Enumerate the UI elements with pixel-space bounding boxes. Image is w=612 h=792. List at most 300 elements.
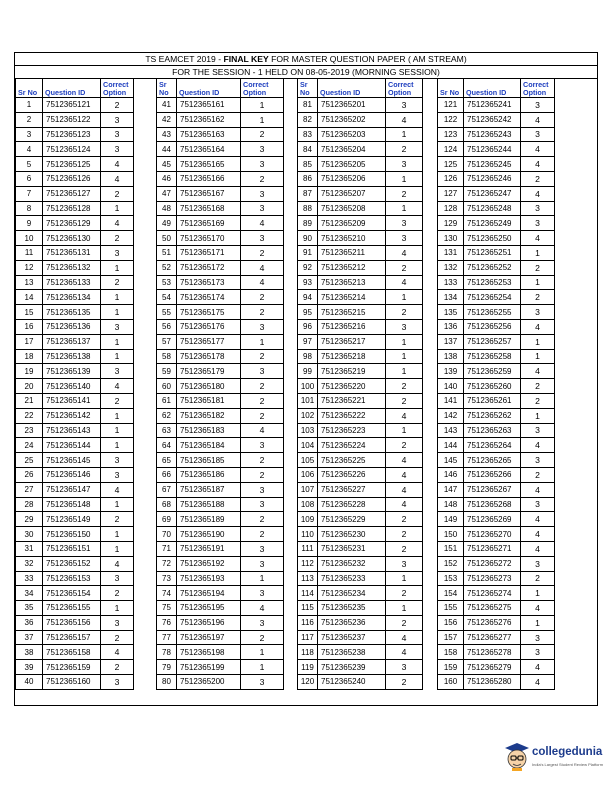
correct-option-cell: 1 — [241, 660, 284, 675]
col-correct-option: Correct Option — [241, 79, 284, 98]
table-row — [298, 216, 423, 231]
sr-no-cell: 155 — [438, 601, 464, 616]
table-row — [298, 482, 423, 497]
correct-option-cell: 1 — [101, 260, 134, 275]
correct-option-cell: 3 — [101, 615, 134, 630]
question-id-cell: 7512365201 — [318, 98, 386, 113]
table-row — [157, 660, 284, 675]
correct-option-cell: 2 — [241, 349, 284, 364]
correct-option-cell: 1 — [101, 601, 134, 616]
sr-no-cell: 25 — [16, 453, 43, 468]
sr-no-cell: 46 — [157, 171, 177, 186]
table-row — [157, 290, 284, 305]
correct-option-cell: 4 — [521, 142, 555, 157]
question-id-cell: 7512365211 — [318, 245, 386, 260]
question-id-cell: 7512365194 — [177, 586, 241, 601]
table-row — [157, 675, 284, 690]
table-row — [16, 467, 134, 482]
sr-no-cell: 132 — [438, 260, 464, 275]
sr-no-cell: 156 — [438, 615, 464, 630]
question-id-cell: 7512365198 — [177, 645, 241, 660]
table-row — [16, 112, 134, 127]
table-row — [16, 527, 134, 542]
correct-option-cell: 4 — [101, 379, 134, 394]
table-row — [157, 260, 284, 275]
table-row — [438, 527, 555, 542]
sr-no-cell: 57 — [157, 334, 177, 349]
correct-option-cell: 4 — [521, 319, 555, 334]
question-id-cell: 7512365252 — [464, 260, 521, 275]
sr-no-cell: 109 — [298, 512, 318, 527]
sr-no-cell: 151 — [438, 541, 464, 556]
question-id-cell: 7512365123 — [43, 127, 101, 142]
table-row — [438, 556, 555, 571]
question-id-cell: 7512365249 — [464, 216, 521, 231]
correct-option-cell: 3 — [386, 157, 423, 172]
table-row — [157, 231, 284, 246]
question-id-cell: 7512365223 — [318, 423, 386, 438]
sr-no-cell: 139 — [438, 364, 464, 379]
question-id-cell: 7512365274 — [464, 586, 521, 601]
question-id-cell: 7512365275 — [464, 601, 521, 616]
question-id-cell: 7512365134 — [43, 290, 101, 305]
correct-option-cell: 1 — [521, 408, 555, 423]
sr-no-cell: 144 — [438, 438, 464, 453]
sr-no-cell: 10 — [16, 231, 43, 246]
sr-no-cell: 1 — [16, 98, 43, 113]
question-id-cell: 7512365204 — [318, 142, 386, 157]
correct-option-cell: 2 — [386, 586, 423, 601]
correct-option-cell: 3 — [386, 216, 423, 231]
table-row — [438, 260, 555, 275]
correct-option-cell: 2 — [101, 231, 134, 246]
sr-no-cell: 35 — [16, 601, 43, 616]
correct-option-cell: 1 — [521, 615, 555, 630]
question-id-cell: 7512365177 — [177, 334, 241, 349]
table-row — [16, 438, 134, 453]
table-row — [298, 586, 423, 601]
table-row — [298, 275, 423, 290]
correct-option-cell: 3 — [521, 497, 555, 512]
table-row — [438, 571, 555, 586]
table-row — [16, 660, 134, 675]
question-id-cell: 7512365229 — [318, 512, 386, 527]
correct-option-cell: 4 — [386, 467, 423, 482]
correct-option-cell: 4 — [386, 497, 423, 512]
correct-option-cell: 3 — [241, 586, 284, 601]
question-id-cell: 7512365145 — [43, 453, 101, 468]
table-row — [438, 201, 555, 216]
sr-no-cell: 147 — [438, 482, 464, 497]
table-row — [298, 423, 423, 438]
sr-no-cell: 42 — [157, 112, 177, 127]
table-row — [16, 98, 134, 113]
table-row — [157, 556, 284, 571]
table-row — [16, 586, 134, 601]
correct-option-cell: 4 — [521, 157, 555, 172]
sr-no-cell: 133 — [438, 275, 464, 290]
correct-option-cell: 4 — [386, 112, 423, 127]
question-id-cell: 7512365270 — [464, 527, 521, 542]
correct-option-cell: 3 — [101, 467, 134, 482]
question-id-cell: 7512365250 — [464, 231, 521, 246]
table-row — [157, 453, 284, 468]
table-row — [438, 438, 555, 453]
correct-option-cell: 2 — [386, 142, 423, 157]
table-row — [298, 305, 423, 320]
question-id-cell: 7512365271 — [464, 541, 521, 556]
table-row — [16, 630, 134, 645]
correct-option-cell: 1 — [386, 334, 423, 349]
sr-no-cell: 43 — [157, 127, 177, 142]
table-row — [16, 571, 134, 586]
question-id-cell: 7512365234 — [318, 586, 386, 601]
col-sr-no: Sr No — [157, 79, 177, 98]
question-id-cell: 7512365267 — [464, 482, 521, 497]
question-id-cell: 7512365147 — [43, 482, 101, 497]
sr-no-cell: 120 — [298, 675, 318, 690]
table-row — [438, 142, 555, 157]
sr-no-cell: 122 — [438, 112, 464, 127]
sr-no-cell: 112 — [298, 556, 318, 571]
collegedunia-logo[interactable] — [504, 742, 608, 776]
correct-option-cell: 1 — [241, 571, 284, 586]
correct-option-cell: 2 — [241, 305, 284, 320]
sr-no-cell: 50 — [157, 231, 177, 246]
correct-option-cell: 4 — [101, 482, 134, 497]
table-row — [438, 157, 555, 172]
correct-option-cell: 1 — [521, 349, 555, 364]
sr-no-cell: 29 — [16, 512, 43, 527]
table-row — [438, 393, 555, 408]
table-row — [438, 615, 555, 630]
sr-no-cell: 154 — [438, 586, 464, 601]
sr-no-cell: 94 — [298, 290, 318, 305]
question-id-cell: 7512365208 — [318, 201, 386, 216]
question-id-cell: 7512365160 — [43, 675, 101, 690]
correct-option-cell: 1 — [101, 305, 134, 320]
question-id-cell: 7512365272 — [464, 556, 521, 571]
correct-option-cell: 4 — [521, 660, 555, 675]
sr-no-cell: 107 — [298, 482, 318, 497]
correct-option-cell: 1 — [241, 112, 284, 127]
sr-no-cell: 18 — [16, 349, 43, 364]
table-row — [298, 171, 423, 186]
correct-option-cell: 1 — [521, 275, 555, 290]
logo-wordmark: collegedunia — [532, 746, 603, 758]
col-correct-option: Correct Option — [386, 79, 423, 98]
question-id-cell: 7512365179 — [177, 364, 241, 379]
sr-no-cell: 64 — [157, 438, 177, 453]
correct-option-cell: 1 — [101, 334, 134, 349]
sr-no-cell: 41 — [157, 98, 177, 113]
sr-no-cell: 89 — [298, 216, 318, 231]
correct-option-cell: 2 — [101, 630, 134, 645]
table-row — [16, 364, 134, 379]
sr-no-cell: 100 — [298, 379, 318, 394]
question-id-cell: 7512365195 — [177, 601, 241, 616]
question-id-cell: 7512365171 — [177, 245, 241, 260]
table-row — [157, 601, 284, 616]
table-row — [157, 571, 284, 586]
table-row — [157, 512, 284, 527]
sr-no-cell: 49 — [157, 216, 177, 231]
table-row — [157, 171, 284, 186]
question-id-cell: 7512365150 — [43, 527, 101, 542]
table-row — [157, 482, 284, 497]
question-id-cell: 7512365156 — [43, 615, 101, 630]
sr-no-cell: 9 — [16, 216, 43, 231]
question-id-cell: 7512365226 — [318, 467, 386, 482]
correct-option-cell: 2 — [386, 512, 423, 527]
correct-option-cell: 2 — [241, 453, 284, 468]
correct-option-cell: 2 — [521, 571, 555, 586]
table-row — [438, 586, 555, 601]
question-id-cell: 7512365184 — [177, 438, 241, 453]
sr-no-cell: 119 — [298, 660, 318, 675]
correct-option-cell: 1 — [101, 438, 134, 453]
table-row — [438, 186, 555, 201]
sr-no-cell: 103 — [298, 423, 318, 438]
question-id-cell: 7512365214 — [318, 290, 386, 305]
question-id-cell: 7512365245 — [464, 157, 521, 172]
correct-option-cell: 1 — [101, 290, 134, 305]
question-id-cell: 7512365265 — [464, 453, 521, 468]
table-row — [16, 645, 134, 660]
table-row — [16, 512, 134, 527]
table-row — [157, 305, 284, 320]
question-id-cell: 7512365180 — [177, 379, 241, 394]
table-row — [438, 601, 555, 616]
question-id-cell: 7512365132 — [43, 260, 101, 275]
table-row — [157, 541, 284, 556]
sr-no-cell: 149 — [438, 512, 464, 527]
sr-no-cell: 157 — [438, 630, 464, 645]
correct-option-cell: 3 — [241, 186, 284, 201]
question-id-cell: 7512365262 — [464, 408, 521, 423]
table-row — [157, 630, 284, 645]
question-id-cell: 7512365149 — [43, 512, 101, 527]
sr-no-cell: 77 — [157, 630, 177, 645]
question-id-cell: 7512365137 — [43, 334, 101, 349]
correct-option-cell: 4 — [521, 231, 555, 246]
question-id-cell: 7512365167 — [177, 186, 241, 201]
col-sr-no: Sr No — [438, 79, 464, 98]
correct-option-cell: 3 — [241, 364, 284, 379]
correct-option-cell: 1 — [101, 541, 134, 556]
table-row — [16, 556, 134, 571]
table-row — [16, 482, 134, 497]
question-id-cell: 7512365197 — [177, 630, 241, 645]
sr-no-cell: 62 — [157, 408, 177, 423]
question-id-cell: 7512365259 — [464, 364, 521, 379]
correct-option-cell: 2 — [241, 245, 284, 260]
question-id-cell: 7512365199 — [177, 660, 241, 675]
correct-option-cell: 2 — [101, 275, 134, 290]
correct-option-cell: 4 — [241, 601, 284, 616]
correct-option-cell: 1 — [101, 497, 134, 512]
sr-no-cell: 76 — [157, 615, 177, 630]
correct-option-cell: 4 — [101, 171, 134, 186]
sr-no-cell: 105 — [298, 453, 318, 468]
correct-option-cell: 2 — [101, 393, 134, 408]
table-row — [16, 615, 134, 630]
sr-no-cell: 12 — [16, 260, 43, 275]
correct-option-cell: 2 — [521, 260, 555, 275]
table-row — [438, 98, 555, 113]
question-id-cell: 7512365155 — [43, 601, 101, 616]
correct-option-cell: 3 — [101, 112, 134, 127]
sr-no-cell: 159 — [438, 660, 464, 675]
key-table-2 — [156, 79, 284, 690]
table-row — [16, 319, 134, 334]
correct-option-cell: 4 — [521, 438, 555, 453]
sr-no-cell: 4 — [16, 142, 43, 157]
correct-option-cell: 1 — [101, 201, 134, 216]
question-id-cell: 7512365153 — [43, 571, 101, 586]
correct-option-cell: 4 — [101, 645, 134, 660]
question-id-cell: 7512365235 — [318, 601, 386, 616]
table-row — [438, 497, 555, 512]
table-row — [438, 482, 555, 497]
table-row — [298, 142, 423, 157]
table-row — [16, 305, 134, 320]
correct-option-cell: 4 — [241, 423, 284, 438]
table-row — [438, 171, 555, 186]
sr-no-cell: 129 — [438, 216, 464, 231]
table-row — [157, 245, 284, 260]
correct-option-cell: 3 — [521, 98, 555, 113]
question-id-cell: 7512365209 — [318, 216, 386, 231]
table-row — [157, 201, 284, 216]
question-id-cell: 7512365192 — [177, 556, 241, 571]
question-id-cell: 7512365221 — [318, 393, 386, 408]
sr-no-cell: 145 — [438, 453, 464, 468]
question-id-cell: 7512365124 — [43, 142, 101, 157]
sr-no-cell: 135 — [438, 305, 464, 320]
table-row — [16, 379, 134, 394]
table-row — [16, 127, 134, 142]
logo-tagline: India's Largest Student Review Platform — [532, 762, 604, 767]
table-row — [16, 497, 134, 512]
correct-option-cell: 3 — [386, 231, 423, 246]
correct-option-cell: 4 — [521, 527, 555, 542]
question-id-cell: 7512365140 — [43, 379, 101, 394]
sr-no-cell: 125 — [438, 157, 464, 172]
table-row — [438, 423, 555, 438]
col-question-id: Question ID — [43, 79, 101, 98]
table-row — [157, 408, 284, 423]
sr-no-cell: 152 — [438, 556, 464, 571]
correct-option-cell: 3 — [241, 201, 284, 216]
key-table-4 — [437, 79, 555, 690]
question-id-cell: 7512365239 — [318, 660, 386, 675]
sr-no-cell: 30 — [16, 527, 43, 542]
correct-option-cell: 4 — [521, 482, 555, 497]
sr-no-cell: 14 — [16, 290, 43, 305]
correct-option-cell: 3 — [386, 98, 423, 113]
question-id-cell: 7512365243 — [464, 127, 521, 142]
table-row — [298, 527, 423, 542]
sr-no-cell: 126 — [438, 171, 464, 186]
correct-option-cell: 4 — [386, 645, 423, 660]
sr-no-cell: 36 — [16, 615, 43, 630]
correct-option-cell: 4 — [386, 482, 423, 497]
question-id-cell: 7512365141 — [43, 393, 101, 408]
question-id-cell: 7512365165 — [177, 157, 241, 172]
correct-option-cell: 2 — [241, 408, 284, 423]
question-id-cell: 7512365268 — [464, 497, 521, 512]
col-sr-no: Sr No — [298, 79, 318, 98]
sr-no-cell: 15 — [16, 305, 43, 320]
sr-no-cell: 97 — [298, 334, 318, 349]
question-id-cell: 7512365172 — [177, 260, 241, 275]
sr-no-cell: 118 — [298, 645, 318, 660]
correct-option-cell: 4 — [386, 630, 423, 645]
sr-no-cell: 11 — [16, 245, 43, 260]
sr-no-cell: 137 — [438, 334, 464, 349]
question-id-cell: 7512365248 — [464, 201, 521, 216]
correct-option-cell: 2 — [521, 290, 555, 305]
sr-no-cell: 80 — [157, 675, 177, 690]
table-row — [298, 675, 423, 690]
question-id-cell: 7512365205 — [318, 157, 386, 172]
question-id-cell: 7512365260 — [464, 379, 521, 394]
correct-option-cell: 3 — [521, 305, 555, 320]
correct-option-cell: 3 — [101, 453, 134, 468]
correct-option-cell: 4 — [101, 157, 134, 172]
question-id-cell: 7512365224 — [318, 438, 386, 453]
correct-option-cell: 3 — [386, 660, 423, 675]
correct-option-cell: 4 — [521, 112, 555, 127]
correct-option-cell: 4 — [101, 216, 134, 231]
question-id-cell: 7512365183 — [177, 423, 241, 438]
table-row — [16, 541, 134, 556]
correct-option-cell: 2 — [386, 527, 423, 542]
correct-option-cell: 2 — [386, 438, 423, 453]
sr-no-cell: 47 — [157, 186, 177, 201]
correct-option-cell: 1 — [101, 527, 134, 542]
table-row — [157, 379, 284, 394]
question-id-cell: 7512365128 — [43, 201, 101, 216]
sr-no-cell: 124 — [438, 142, 464, 157]
table-row — [298, 571, 423, 586]
sr-no-cell: 72 — [157, 556, 177, 571]
question-id-cell: 7512365258 — [464, 349, 521, 364]
question-id-cell: 7512365161 — [177, 98, 241, 113]
sr-no-cell: 55 — [157, 305, 177, 320]
correct-option-cell: 2 — [386, 615, 423, 630]
student-mascot-icon — [504, 742, 530, 772]
question-id-cell: 7512365212 — [318, 260, 386, 275]
table-row — [157, 349, 284, 364]
question-id-cell: 7512365233 — [318, 571, 386, 586]
table-row — [298, 201, 423, 216]
correct-option-cell: 2 — [101, 98, 134, 113]
table-row — [298, 290, 423, 305]
correct-option-cell: 1 — [386, 423, 423, 438]
question-id-cell: 7512365188 — [177, 497, 241, 512]
correct-option-cell: 2 — [241, 171, 284, 186]
table-row — [16, 349, 134, 364]
table-row — [298, 660, 423, 675]
question-id-cell: 7512365222 — [318, 408, 386, 423]
question-id-cell: 7512365266 — [464, 467, 521, 482]
correct-option-cell: 3 — [101, 245, 134, 260]
table-row — [16, 334, 134, 349]
correct-option-cell: 2 — [521, 171, 555, 186]
table-row — [16, 245, 134, 260]
